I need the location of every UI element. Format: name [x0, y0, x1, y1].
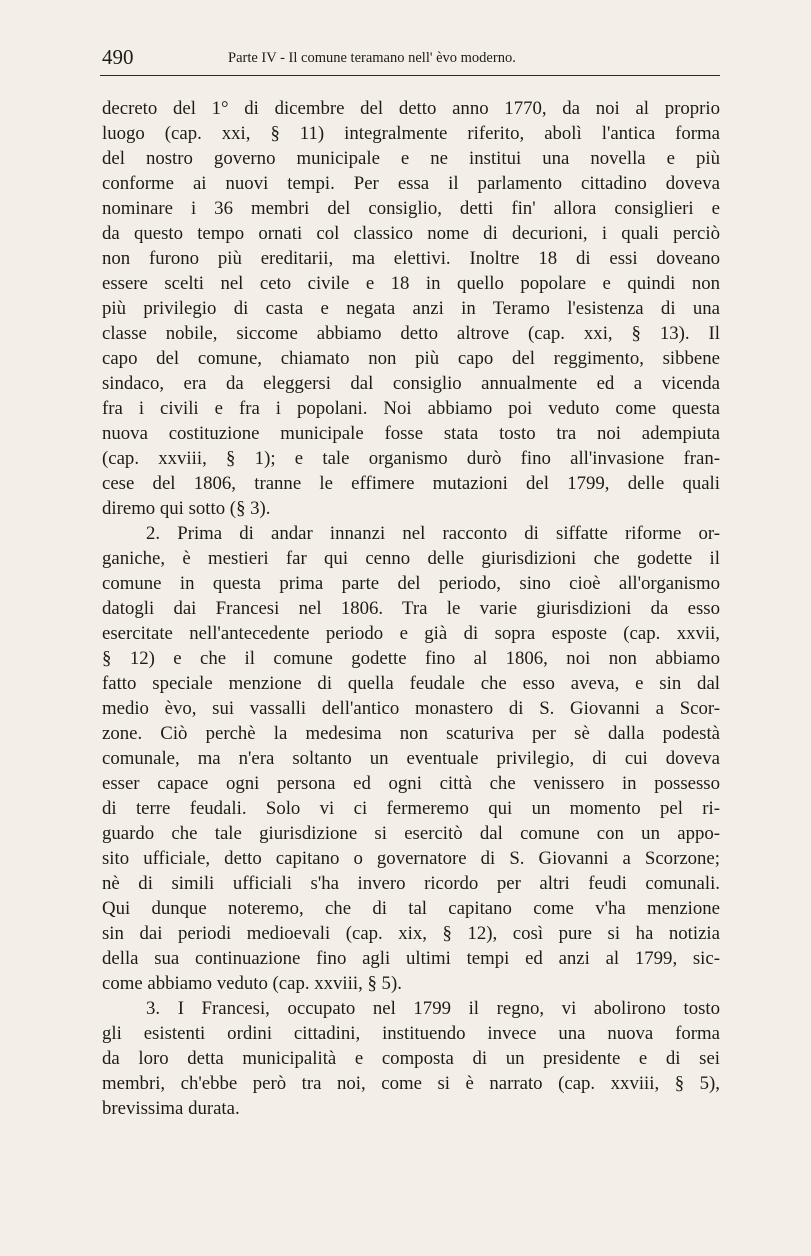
text-line: nè di simili ufficiali s'ha invero ricordo per altri feudi comunali. [102, 873, 720, 894]
text-line: luogo (cap. xxi, § 11) integralmente riferito, abolì l'antica forma [102, 123, 720, 144]
text-line: da questo tempo ornati col classico nome di decurioni, i quali perciò [102, 223, 720, 244]
text-line: gli esistenti ordini cittadini, instituendo invece una nuova forma [102, 1023, 720, 1044]
text-line: della sua continuazione fino agli ultimi tempi ed anzi al 1799, sic- [102, 948, 720, 969]
text-line: esercitate nell'antecedente periodo e già di sopra esposte (cap. xxvii, [102, 623, 720, 644]
text-line: esser capace ogni persona ed ogni città che venissero in possesso [102, 773, 720, 794]
page-header [100, 45, 720, 71]
text-line: zone. Ciò perchè la medesima non scaturiva per sè dalla podestà [102, 723, 720, 744]
text-line: decreto del 1° di dicembre del detto anno 1770, da noi al proprio [102, 98, 720, 119]
text-line: datogli dai Francesi nel 1806. Tra le varie giurisdizioni da esso [102, 598, 720, 619]
text-line: ganiche, è mestieri far qui cenno delle giurisdizioni che godette il [102, 548, 720, 569]
text-line: medio èvo, sui vassalli dell'antico monastero di S. Giovanni a Scor- [102, 698, 720, 719]
text-line: 2. Prima di andar innanzi nel racconto di siffatte riforme or- [146, 523, 720, 544]
text-line: sin dai periodi medioevali (cap. xix, § 12), così pure si ha notizia [102, 923, 720, 944]
text-line: sito ufficiale, detto capitano o governatore di S. Giovanni a Scorzone; [102, 848, 720, 869]
text-line: di terre feudali. Solo vi ci fermeremo qui un momento pel ri- [102, 798, 720, 819]
text-line: guardo che tale giurisdizione si esercitò dal comune con un appo- [102, 823, 720, 844]
text-line: comunale, ma n'era soltanto un eventuale privilegio, di cui doveva [102, 748, 720, 769]
text-line: sindaco, era da eleggersi dal consiglio annualmente ed a vicenda [102, 373, 720, 394]
text-line: conforme ai nuovi tempi. Per essa il parlamento cittadino doveva [102, 173, 720, 194]
running-title: Parte IV - Il comune teramano nell' èvo moderno. [228, 50, 516, 66]
text-line: membri, ch'ebbe però tra noi, come si è narrato (cap. xxviii, § 5), [102, 1073, 720, 1094]
text-line: diremo qui sotto (§ 3). [102, 498, 271, 519]
text-line: cese del 1806, tranne le effimere mutazioni del 1799, delle quali [102, 473, 720, 494]
text-line: Qui dunque noteremo, che di tal capitano come v'ha menzione [102, 898, 720, 919]
text-line: non furono più ereditarii, ma elettivi. Inoltre 18 di essi doveano [102, 248, 720, 269]
text-line: classe nobile, siccome abbiamo detto altrove (cap. xxi, § 13). Il [102, 323, 720, 344]
text-line: comune in questa prima parte del periodo, sino cioè all'organismo [102, 573, 720, 594]
text-line: capo del comune, chiamato non più capo del reggimento, sibbene [102, 348, 720, 369]
text-line: come abbiamo veduto (cap. xxviii, § 5). [102, 973, 402, 994]
text-line: del nostro governo municipale e ne institui una novella e più [102, 148, 720, 169]
text-line: nominare i 36 membri del consiglio, detti fin' allora consiglieri e [102, 198, 720, 219]
text-line: essere scelti nel ceto civile e 18 in quello popolare e quindi non [102, 273, 720, 294]
header-rule [100, 75, 720, 76]
text-line: nuova costituzione municipale fosse stata tosto tra noi adempiuta [102, 423, 720, 444]
text-line: da loro detta municipalità e composta di un presidente e di sei [102, 1048, 720, 1069]
text-line: fra i civili e fra i popolani. Noi abbiamo poi veduto come questa [102, 398, 720, 419]
text-line: 3. I Francesi, occupato nel 1799 il regno, vi abolirono tosto [146, 998, 720, 1019]
text-line: fatto speciale menzione di quella feudale che esso aveva, e sin dal [102, 673, 720, 694]
text-line: brevissima durata. [102, 1098, 240, 1119]
text-line: (cap. xxviii, § 1); e tale organismo durò fino all'invasione fran- [102, 448, 720, 469]
page-number: 490 [102, 45, 134, 69]
text-line: più privilegio di casta e negata anzi in Teramo l'esistenza di una [102, 298, 720, 319]
text-line: § 12) e che il comune godette fino al 1806, noi non abbiamo [102, 648, 720, 669]
